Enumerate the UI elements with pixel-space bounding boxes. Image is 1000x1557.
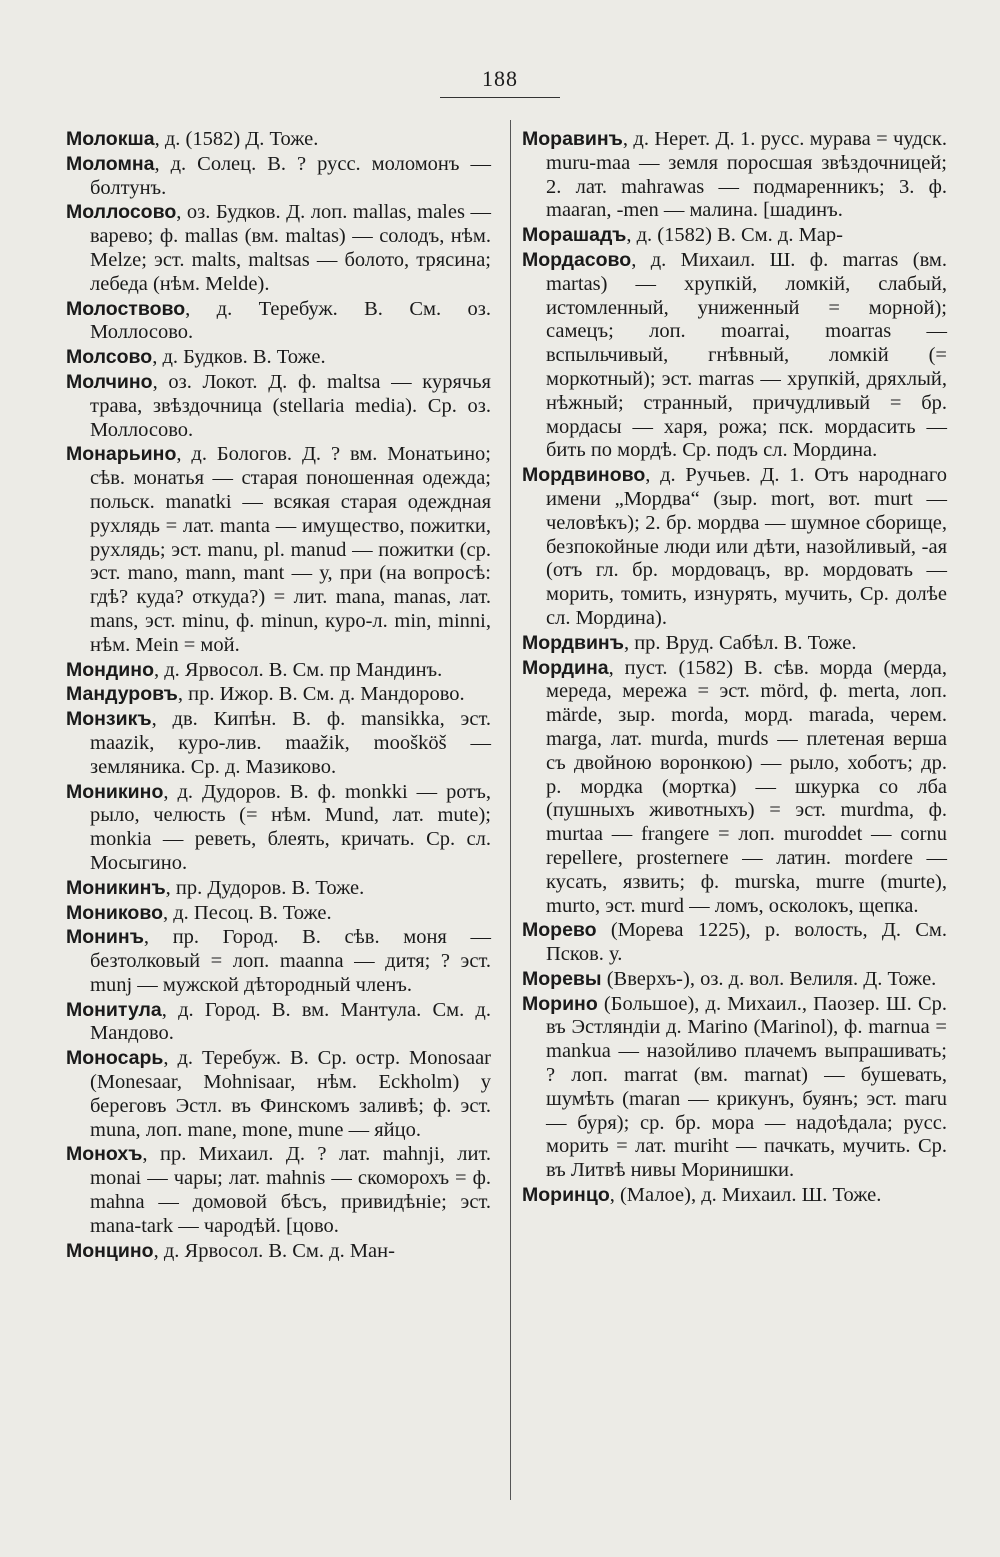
entry-headword: Мордвиново: [522, 464, 646, 487]
entry-definition: , д. Бологов. Д. ? вм. Монатьино; сѣв. монатья — старая поношенная одежда; польск. manatki — всякая старая одеждная рухлядь = лат. manta — имущество, пожитки, рухлядь; эст. manu, pl. manud — пожитки (ср. эст. mano, mann, mant — у, при (на вопросѣ: гдѣ? куда? откуда?) = лит. mana, manas, лат. mans, эст. minu, ф. minun, куро-л. min, minni, нѣм. Mein = мой.: [90, 443, 491, 656]
dictionary-entry: [66, 371, 491, 442]
entry-definition: , д. Ручьев. Д. 1. Отъ народнаго имени „Мордва“ (зыр. mort, вот. murt — человѣкъ); 2. бр. мордва — шумное сборище, безпокойные люди или дѣти, назойливый, -ая (отъ гл. бр. мордовацъ, вр. мордовать — морить, томить, изнурять, мучить, Ср. долѣе сл. Мордина).: [546, 464, 947, 629]
entry-headword: Монохъ: [66, 1143, 143, 1166]
entry-definition: , д. Михаил. Ш. ф. marras (вм. martas) — хрупкій, ломкій, слабый, истомленный, униженный = морной); самецъ; лоп. moarrai, moarras — вспыльчивый, гнѣвный, ломкій (= моркотный); эст. marras — хрупкій, дряхлый, нѣжный; странный, причудливый = бр. мордасы — харя, рожа; пск. мордасить — бить по мордѣ. Ср. подъ сл. Мордина.: [546, 248, 947, 462]
entry-headword: Моллосово: [66, 201, 177, 224]
entry-headword: Монарьино: [66, 443, 177, 466]
entry-definition: , д. Теребуж. В. См. оз. Моллосово.: [90, 297, 491, 344]
entry-headword: Мордасово: [522, 248, 632, 271]
dictionary-entry: [66, 201, 491, 296]
entry-headword: Моломна: [66, 152, 155, 175]
dictionary-entry: [522, 464, 947, 631]
entry-headword: Монинъ: [66, 926, 144, 949]
entry-definition: , д. (1582) В. См. д. Мар-: [626, 224, 843, 247]
entry-definition: , д. Дудоров. В. ф. monkki — ротъ, рыло, челюсть (= нѣм. Mund, лат. mute); monkia — реветь, блеять, кричать. Ср. сл. Мосыгино.: [90, 780, 491, 874]
dictionary-entry: [66, 781, 491, 876]
dictionary-entry: [66, 999, 491, 1047]
entry-definition: , пр. Вруд. Сабѣл. В. Тоже.: [623, 631, 857, 654]
entry-definition: , пуст. (1582) В. сѣв. морда (мерда, мереда, мережа = эст. mörd, ф. merta, лоп. märde, зыр. morda, морд. marada, черем. marga, лат. murda, murds — плетеная верша съ двойною воронкою) — рыло, хоботъ; др. р. мордка (мортка) — шкурка со лба (пушныхъ животныхъ) = эст. murdma, ф. murtaa — frangere = лоп. muroddet — cornu repellere, prosternere — латин. mordere — кусать, язвить; ф. murska, murre (murte), murto, эст. murd — ломъ, осколокъ, щепка.: [546, 656, 947, 917]
entry-definition: , пр. Ижор. В. См. д. Мандорово.: [177, 683, 465, 706]
entry-definition: , д. Солец. В. ? русс. моломонъ — болтунъ.: [90, 152, 491, 199]
entry-headword: Молчино: [66, 370, 153, 393]
entry-headword: Мондино: [66, 658, 154, 681]
entry-headword: Мордвинъ: [522, 631, 624, 654]
dictionary-entry: [522, 632, 947, 656]
dictionary-entry: [66, 708, 491, 779]
entry-headword: Моравинъ: [522, 128, 623, 150]
entry-headword: Мандуровъ: [66, 683, 178, 706]
entry-definition: (Большое), д. Михаил., Паозер. Ш. Ср. въ Эстляндіи д. Marino (Marinol), ф. marnua = mankua — назойливо плачемъ выпрашивать; ? лоп. marrat (вм. marnat) — бушевать, шумѣть (maran — крикунъ, буянъ; эст. maru — буря); ср. бр. мора — надоѣдала; русс. морить = лат. muriht — пачкать, мучить. Ср. въ Литвѣ нивы Моринишки.: [546, 992, 947, 1182]
entry-definition: , оз. Локот. Д. ф. maltsa — курячья трава, звѣздочница (stellaria media). Ср. оз. Моллосово.: [90, 370, 491, 441]
entry-headword: Моревы: [522, 967, 602, 990]
entry-headword: Монцино: [66, 1239, 154, 1262]
dictionary-entry: [522, 224, 947, 248]
entry-headword: Морево: [522, 919, 597, 942]
entry-definition: , д. Нерет. Д. 1. русс. мурава = чудск. muru-maa — земля поросшая звѣздочницей; 2. лат. mahrawas — подмаренникъ; 3. ф. maaran, -men — малина. [шадинъ.: [546, 128, 947, 222]
dictionary-entry: [522, 128, 947, 223]
entry-headword: Молоствово: [66, 297, 186, 320]
dictionary-entry: [66, 298, 491, 346]
entry-definition: , пр. Дудоров. В. Тоже.: [165, 876, 365, 899]
entry-headword: Монитула: [66, 998, 162, 1021]
entry-headword: Моносарь: [66, 1047, 164, 1070]
entry-headword: Морино: [522, 992, 598, 1015]
dictionary-entry: [522, 1184, 947, 1208]
entry-definition: , д. Ярвосол. В. См. д. Ман-: [153, 1239, 395, 1262]
dictionary-entry: [66, 1047, 491, 1142]
dictionary-entry: [66, 1143, 491, 1238]
entry-headword: Молсово: [66, 346, 153, 369]
header-rule: [440, 97, 560, 98]
dictionary-entry: [522, 249, 947, 463]
entry-definition: , оз. Будков. Д. лоп. mallas, males — варево; ф. mallas (вм. maltas) — солодъ, нѣм. Melze; эст. malts, maltsas — болото, трясина; лебеда (нѣм. Melde).: [90, 201, 491, 295]
left-column: [66, 128, 491, 1264]
dictionary-entry: [66, 659, 491, 683]
dictionary-entry: [66, 346, 491, 370]
entry-definition: , д. Будков. В. Тоже.: [152, 346, 326, 369]
dictionary-entry: [522, 919, 947, 967]
right-column: [522, 128, 947, 1209]
entry-headword: Моникинъ: [66, 876, 166, 899]
entry-definition: , пр. Михаил. Д. ? лат. mahnji, лит. monai — чары; лат. mahnis — скоморохъ = ф. mahna — домовой бѣсъ, привидѣніе; эст. mana-tark — чародѣй. [цово.: [90, 1143, 491, 1237]
entry-definition: (Вверхъ-), оз. д. вол. Велиля. Д. Тоже.: [601, 967, 937, 990]
entry-definition: , д. Песоц. В. Тоже.: [162, 901, 332, 924]
dictionary-entry: [522, 968, 947, 992]
entry-headword: Мониково: [66, 901, 163, 924]
entry-definition: , (Малое), д. Михаил. Ш. Тоже.: [609, 1184, 882, 1207]
entry-headword: Монзикъ: [66, 708, 152, 731]
page-number: 188: [482, 66, 518, 91]
entry-definition: , пр. Город. В. сѣв. моня — безтолковый = лоп. maanna — дитя; ? эст. munj — мужской дѣтородный членъ.: [90, 926, 491, 996]
column-divider: [510, 120, 511, 1500]
dictionary-entry: [66, 443, 491, 657]
entry-headword: Морашадъ: [522, 224, 627, 247]
dictionary-entry: [66, 128, 491, 152]
entry-definition: , дв. Кипѣн. В. ф. mansikka, эст. maazik, куро-лив. maažik, moošköš — земляника. Ср. д. Мазиково.: [90, 708, 491, 778]
dictionary-entry: [66, 877, 491, 901]
entry-headword: Мордина: [522, 656, 609, 679]
entry-headword: Моринцо: [522, 1184, 610, 1207]
dictionary-entry: [66, 153, 491, 201]
dictionary-entry: [66, 926, 491, 997]
dictionary-entry: [66, 683, 491, 707]
dictionary-entry: [66, 902, 491, 926]
dictionary-entry: [522, 657, 947, 919]
dictionary-entry: [66, 1240, 491, 1264]
entry-definition: , д. Теребуж. В. Ср. остр. Monosaar (Monesaar, Mohnisaar, нѣм. Eckholm) у береговъ Эстл. въ Финскомъ заливѣ; ф. эст. muna, лоп. mane, mone, mune — яйцо.: [90, 1047, 491, 1141]
entry-definition: (Морева 1225), р. волость, Д. См. Псков. у.: [546, 919, 947, 966]
entry-definition: , д. Ярвосол. В. См. пр Мандинъ.: [154, 658, 443, 681]
entry-definition: , д. (1582) Д. Тоже.: [154, 128, 319, 150]
entry-headword: Молокша: [66, 128, 155, 150]
entry-headword: Моникино: [66, 780, 164, 803]
dictionary-entry: [522, 993, 947, 1183]
entry-definition: , д. Город. В. вм. Мантула. См. д. Мандово.: [90, 998, 491, 1045]
